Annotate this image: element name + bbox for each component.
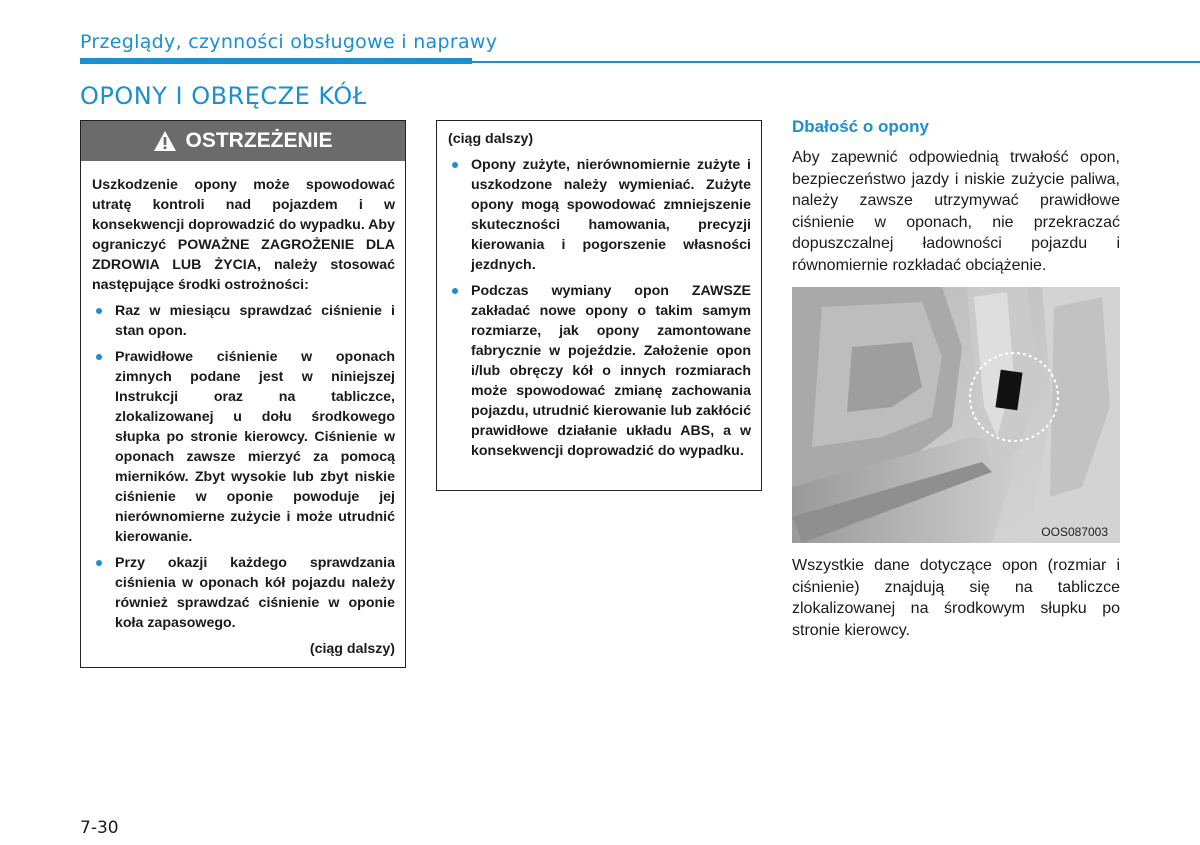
section-title: OPONY I OBRĘCZE KÓŁ xyxy=(80,82,367,110)
warning-bullet xyxy=(92,347,395,547)
tire-label-location-photo xyxy=(792,287,1120,543)
warning-box xyxy=(80,120,406,668)
continuation-bullet-list xyxy=(448,155,751,461)
warning-intro: Uszkodzenie opony może spowodować utratę kontroli nad pojazdem i w konsekwencji doprowadzić do wypadku. Aby ograniczyć POWAŻNE ZAGROŻENIE DLA ZDROWIA LUB ŻYCIA, należy stosować następujące środki ostrożności: xyxy=(92,177,395,293)
warning-bullet-text: Raz w miesiącu sprawdzać ciśnienie i stan opon. xyxy=(115,303,395,339)
bullet-dot-icon xyxy=(96,308,102,314)
continuation-bullet-text: Podczas wymiany opon ZAWSZE zakładać nowe opony o takim samym rozmiarze, jak opony zamontowane fabrycznie w pojeździe. Założenie opon i/lub obręczy kół o innych rozmiarach może spowodować zmianę zachowania pojazdu, utrudnić kierowanie lub zakłócić prawidłowe działanie układu ABS, a w konsekwencji doprowadzić do wypadku. xyxy=(471,283,751,459)
warning-heading: OSTRZEŻENIE xyxy=(185,129,333,152)
warning-bullet-text: Prawidłowe ciśnienie w oponach zimnych podane jest w niniejszej Instrukcji oraz na tabliczce, zlokalizowanej u dołu środkowego słupka po stronie kierowcy. Ciśnienie w oponach zawsze mierzyć za pomocą mierników. Zbyt wysokie lub zbyt niskie ciśnienie w oponie powoduje jej nierównomierne zużycie i może utrudnić kierowanie. xyxy=(115,349,395,545)
bullet-dot-icon xyxy=(452,288,458,294)
header-rule-thin xyxy=(472,61,1200,63)
care-heading: Dbałość o opony xyxy=(792,117,929,136)
warning-bullet xyxy=(92,301,395,341)
warning-bullet-list xyxy=(92,301,395,633)
care-paragraph-1: Aby zapewnić odpowiednią trwałość opon, bezpieczeństwo jazdy i niskie zużycie paliwa, należy zawsze utrzymywać prawidłowe ciśnienie w oponach, nie przekraczać dopuszczalnej ładowności pojazdu i równomiernie rozkładać obciążenie. xyxy=(792,149,1120,274)
bullet-dot-icon xyxy=(452,162,458,168)
bullet-dot-icon xyxy=(96,560,102,566)
warning-bullet-text: Przy okazji każdego sprawdzania ciśnienia w oponach kół pojazdu należy również sprawdzać ciśnienie w oponie koła zapasowego. xyxy=(115,555,395,631)
continuation-box xyxy=(436,120,762,491)
bullet-dot-icon xyxy=(96,354,102,360)
chapter-title: Przeglądy, czynności obsługowe i naprawy xyxy=(80,31,498,53)
warning-body xyxy=(81,161,405,659)
figure-caption: OOS087003 xyxy=(1041,525,1108,539)
warning-triangle-icon xyxy=(153,130,177,152)
care-paragraph-2: Wszystkie dane dotyczące opon (rozmiar i ciśnienie) znajdują się na tabliczce zlokalizowanej na środkowym słupku po stronie kierowcy. xyxy=(792,557,1120,639)
continued-note: (ciąg dalszy) xyxy=(309,641,395,657)
warning-bullet xyxy=(92,553,395,633)
warning-header xyxy=(81,121,405,161)
continuation-bullet-text: Opony zużyte, nierównomiernie zużyte i uszkodzone należy wymieniać. Zużyte opony mogą spowodować zmniejszenie skuteczności hamowania, precyzji kierowania i pogorszenie własności jezdnych. xyxy=(471,157,751,273)
continuation-bullet xyxy=(448,155,751,275)
page-number: 7-30 xyxy=(80,818,119,838)
continuation-bullet xyxy=(448,281,751,461)
continuation-label: (ciąg dalszy) xyxy=(448,131,534,147)
header-rule xyxy=(80,58,472,64)
